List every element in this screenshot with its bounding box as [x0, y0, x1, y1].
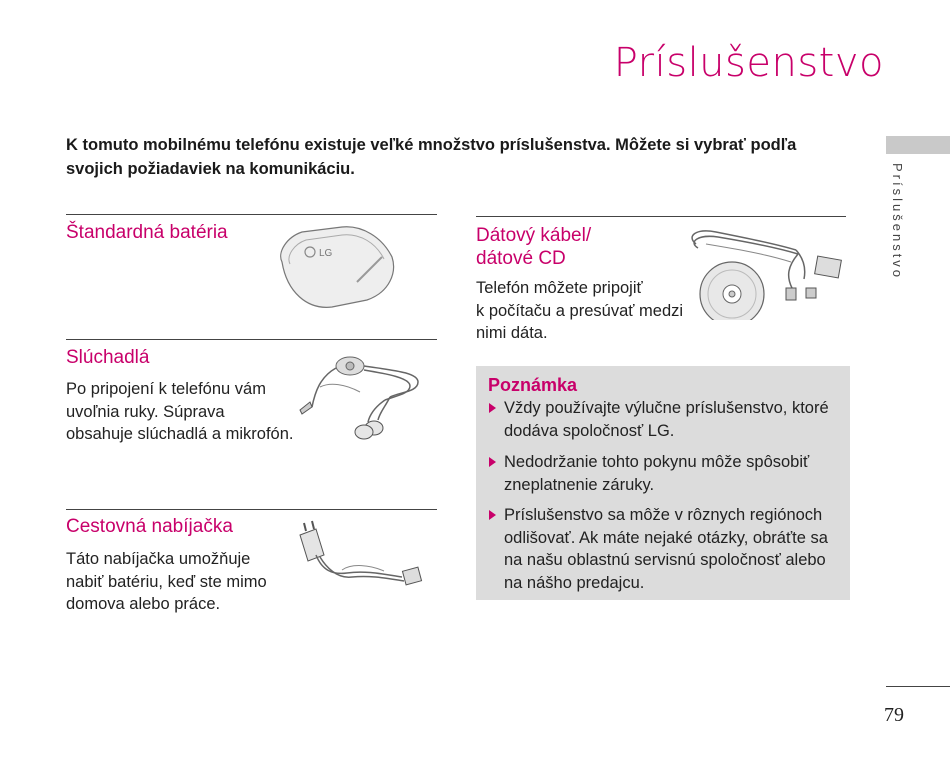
datacable-cd-image — [676, 224, 848, 320]
charger-text: Táto nabíjačka umožňuje nabiť batériu, keď ste mimo domova alebo práce. — [66, 550, 267, 613]
datacable-title: Dátový kábel/ dátové CD — [476, 225, 592, 269]
section-divider — [476, 216, 846, 217]
headset-title: Slúchadlá — [66, 347, 150, 368]
note-title: Poznámka — [488, 375, 578, 395]
page-title: Príslušenstvo — [613, 40, 884, 86]
intro-text: K tomuto mobilnému telefónu existuje veľké množstvo príslušenstva. Môžete si vybrať podľa svojich požiadaviek na komunikáciu. — [66, 136, 797, 178]
charger-image — [292, 515, 432, 595]
arrow-bullet-icon — [489, 403, 496, 413]
arrow-bullet-icon — [489, 510, 496, 520]
svg-text:LG: LG — [319, 248, 333, 259]
battery-title: Štandardná batéria — [66, 222, 228, 243]
headset-image — [290, 352, 430, 447]
section-divider — [66, 339, 437, 340]
charger-title: Cestovná nabíjačka — [66, 516, 233, 537]
side-label: Príslušenstvo — [890, 163, 905, 281]
note-item: Príslušenstvo sa môže v rôznych regiónoch odlišovať. Ak máte nejaké otázky, obráťte sa na našu oblastnú servisnú spoločnosť alebo na nášho predajcu. — [488, 504, 833, 594]
datacable-text: Telefón môžete pripojiť k počítaču a presúvať medzi nimi dáta. — [476, 279, 684, 342]
section-divider — [66, 509, 437, 510]
battery-image — [272, 222, 402, 312]
note-item: Nedodržanie tohto pokynu môže spôsobiť zneplatnenie záruky. — [488, 451, 833, 496]
note-item: Vždy používajte výlučne príslušenstvo, ktoré dodáva spoločnosť LG. — [488, 397, 833, 442]
side-tab — [886, 136, 950, 154]
page-number: 79 — [884, 704, 904, 726]
footer-rule — [886, 686, 950, 687]
arrow-bullet-icon — [489, 457, 496, 467]
section-divider — [66, 214, 437, 215]
headset-text: Po pripojení k telefónu vám uvoľnia ruky. Súprava obsahuje slúchadlá a mikrofón. — [66, 380, 294, 443]
